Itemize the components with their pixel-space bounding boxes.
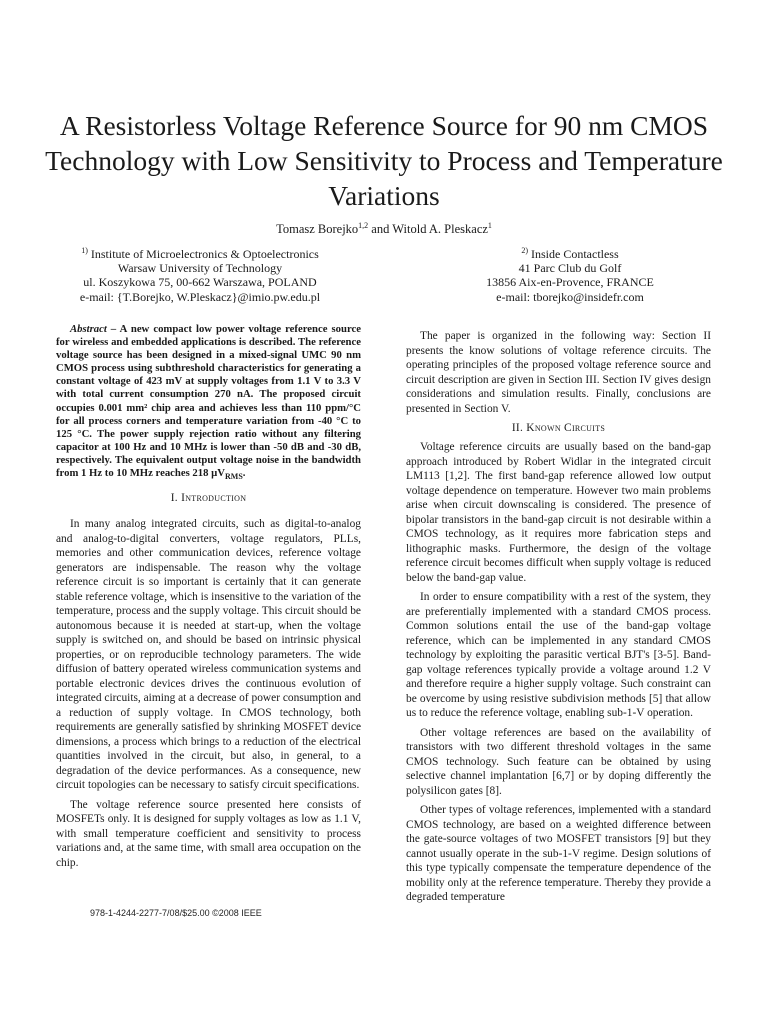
abstract-subscript: RMS	[225, 472, 243, 482]
paper-title: A Resistorless Voltage Reference Source for 90 nm CMOS Technology with Low Sensitivity to Process and Temperature Variations	[45, 110, 723, 211]
abstract	[56, 323, 361, 480]
paragraph: Other types of voltage references, implemented with a standard CMOS technology, are based on a weighted difference between the gate-source voltages of two MOSFET transistors [9] but they cannot usually operate in the sub-1-V regime. Design solutions of this type typically compensate the temperature dependence of the mobility only at the reference temperature. Thereby they provide a degraded temperature	[406, 804, 711, 903]
section-heading-introduction: I. Introduction	[170, 492, 247, 505]
author-1-affiliation: 1,2	[358, 220, 369, 230]
author-1: Tomasz Borejko	[276, 222, 359, 236]
affiliation-email: e-mail: {T.Borejko, W.Pleskacz}@imio.pw.edu.pl	[79, 289, 321, 304]
author-2-affiliation: 1	[487, 220, 492, 230]
paragraph: In order to ensure compatibility with a rest of the system, they are preferentially implemented with a standard CMOS process. Common solutions entail the use of the band-gap voltage reference, which can be implemented in any standard CMOS technology by exploiting the parasitic vertical BJT's [3-5]. Band-gap voltage references typically provide a voltage around 1.2 V and therefore require a higher supply voltage. Such constraint can be overcome by using resistive subdivision methods [5] that allow us to reduce the reference voltage, enabling sub-1-V operation.	[406, 591, 711, 719]
abstract-end: .	[242, 467, 246, 480]
right-column	[406, 329, 711, 910]
affiliation-university: Warsaw University of Technology	[117, 261, 283, 276]
affiliation-address: ul. Koszykowa 75, 00-662 Warszawa, POLAND	[83, 275, 317, 290]
affiliation-marker: 1)	[81, 246, 88, 255]
affiliation-institute: Institute of Microelectronics & Optoelectronics	[90, 247, 319, 261]
abstract-label: Abstract –	[70, 323, 117, 335]
author-2: Witold A. Pleskacz	[392, 222, 488, 236]
affiliation-right	[405, 247, 735, 304]
paragraph: Voltage reference circuits are usually based on the band-gap approach introduced by Robert Widlar in the integrated circuit LM113 [1,2]. The first band-gap reference allowed low output voltage dependence on temperature. However two main problems arise when circuit downscaling is considered. The presence of bipolar transistors in the band-gap circuit is not desirable within a CMOS technology, as it requires more fabrication steps and lithographic masks. Furthermore, the design of the voltage reference circuit becomes difficult when supply voltage is reduced below the band-gap value.	[406, 441, 711, 584]
paragraph: The voltage reference source presented here consists of MOSFETs only. It is designed for supply voltages as low as 1.1 V, with small temperature coefficient and sensitivity to process variations and, at the same time, with small area occupation on the chip.	[56, 798, 361, 869]
paragraph: Other voltage references are based on the availability of transistors with two different threshold voltages in the same CMOS technology. Such feature can be obtained by using selective channel implantation [6,7] or by doping differently the polysilicon gates [8].	[406, 726, 711, 797]
affiliation-company: Inside Contactless	[531, 247, 619, 261]
abstract-text: A new compact low power voltage reference source for wireless and embedded applications is described. The reference voltage source has been designed in a mixed-signal UMC 90 nm CMOS process using subthreshold characteristics for generating a constant voltage of 423 mV at supply voltages from 1.1 V to 3.3 V with total current consumption 270 nA. The proposed circuit occupies 0.001 mm² chip area and achieves less than 110 ppm/°C for all process corners and temperature variation from -40 °C to 125 °C. The power supply rejection ratio without any filtering capacitor at 100 Hz and 10 MHz is lower than -50 dB and -30 dB, respectively. The equivalent output voltage noise in the bandwidth from 1 Hz to 10 MHz reaches 218 µV	[56, 323, 361, 480]
affiliation-street: 41 Parc Club du Golf	[518, 261, 622, 276]
author-conjunction: and	[368, 222, 393, 236]
paragraph: In many analog integrated circuits, such as digital-to-analog and analog-to-digital converters, voltage regulators, PLLs, memories and other communication devices, reference voltage generators are indispensable. The reason why the voltage reference circuit is so important is certainly that it can generate stable reference voltage, which is insensitive to the variation of the temperature, process and the supply voltage. This circuit should be autonomous because it is needed at start-up, when the voltage supply is switched on, and should be based on intrinsic physical properties, or on reproducible technology parameters. The wide diffusion of battery operated wireless communication systems and portable electronic devices drives the continuous evolution of integrated circuits, aiming at a decrease of power consumption and a reduction of supply voltage. In CMOS technology, both requirements are generally satisfied by shrinking MOSFET device dimensions, a process which brings to a reduction of the electrical quantities involved in the circuit, but also, in general, to a degradation of the device performances. As a consequence, new circuit topologies can be necessary to satisfy circuit specifications.	[56, 518, 361, 792]
affiliation-left	[50, 247, 350, 304]
affiliation-city: 13856 Aix-en-Provence, FRANCE	[486, 275, 654, 290]
affiliation-email: e-mail: tborejko@insidefr.com	[496, 289, 644, 304]
section-heading-known-circuits: II. Known Circuits	[511, 422, 606, 434]
left-column	[56, 323, 361, 875]
author-line	[0, 221, 768, 237]
copyright-footer: 978-1-4244-2277-7/08/$25.00 ©2008 IEEE	[90, 908, 262, 918]
paragraph: The paper is organized in the following way: Section II presents the know solutions of voltage reference circuits. The operating principles of the proposed voltage reference source and circuit description are given in Section III. Section IV gives design considerations and simulation results. Finally, conclusions are presented in Section V.	[406, 330, 711, 415]
affiliation-marker: 2)	[521, 246, 528, 255]
